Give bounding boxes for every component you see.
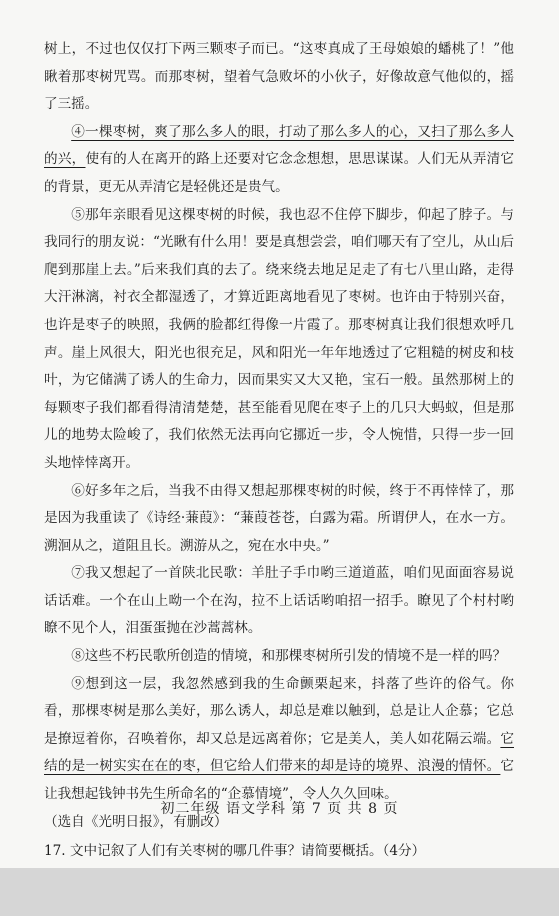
viewer-bottom-bar [0, 868, 559, 916]
paragraph-7: ⑦我又想起了一首陕北民歌：羊肚子手巾哟三道道蓝，咱们见面面容易说话话难。一个在山上呦一个在沟，拉不上话话哟咱招一招手。瞭见了个村村哟瞭不见个人，泪蛋蛋抛在沙蒿蒿林。 [44, 565, 514, 637]
paragraph-8: ⑧这些不朽民歌所创造的情境，和那棵枣树所引发的情境不是一样的吗？ [71, 648, 507, 665]
paragraph-9-start: ⑨想到这一层，我忽然感到我的生命颤栗起来，抖落了些许的俗气。你看，那棵枣树是那么美好，那么诱人，却总是难以触到，总是让人企慕；它总是撩逗着你，召唤着你，却又总是远离着你；它是美人，美人如花隔云端。 [44, 675, 514, 747]
question-17: 17. 文中记叙了人们有关枣树的哪几件事？请简要概括。（4分） [44, 843, 426, 860]
source-note: （选自《光明日报》，有删改） [44, 813, 228, 830]
article-body [44, 36, 514, 866]
paragraph-9 [44, 671, 514, 809]
underlined-sentence-4: ④一棵枣树，爽了那么多人的眼，打动了那么多人的心，又扫了那么多人的兴， [44, 123, 514, 168]
paragraph-4-rest: 使有的人在离开的路上还要对它念念想想，思思谋谋。人们无从弄清它的背景，更无从弄清它是轻佻还是贵气。 [44, 151, 515, 195]
paragraph-4 [44, 119, 514, 202]
underlined-sentence-9: 它结的是一树实实在在的枣，但它给人们带来的却是诗的境界、浪漫的情怀。 [44, 730, 514, 775]
paragraph-5: ⑤那年亲眼看见这棵枣树的时候，我也忍不住停下脚步，仰起了脖子。与我同行的朋友说：“光瞅有什么用！要是真想尝尝，咱们哪天有了空儿，从山后爬到那崖上去。”后来我们真的去了。绕来绕去地足足走了有七八里山路，走得大汗淋漓，衬衣全都湿透了，才算近距离地看见了枣树。也许由于特别兴奋，也许是枣子的映照，我俩的脸都红得像一片霞了。那枣树真让我们很想欢呼几声。崖上风很大，阳光也很充足，风和阳光一年年地透过了它粗糙的树皮和枝叶，为它储满了诱人的生命力，因而果实又大又艳，宝石一般。虽然那树上的每颗枣子我们都看得清清楚楚，甚至能看见爬在枣子上的几只大蚂蚁，但是那儿的地势太险峻了，我们依然无法再向它挪近一步，令人惋惜，只得一步一回头地悻悻离开。 [44, 206, 514, 471]
paragraph-9-end: 它让我想起钱钟书先生所命名的“企慕情境”，令人久久回味。 [44, 758, 514, 803]
paragraph-6: ⑥好多年之后，当我不由得又想起那棵枣树的时候，终于不再悻悻了，那是因为我重读了《诗经·蒹葭》：“蒹葭苍苍，白露为霜。所谓伊人，在水一方。溯洄从之，道阻且长。溯游从之，宛在水中央。” [44, 482, 514, 554]
page-footer: 初二年级 语文学科 第 7 页 共 8 页 [160, 801, 399, 817]
paragraph-3-end: 树上，不过也仅仅打下两三颗枣子而已。“这枣真成了王母娘娘的蟠桃了！”他瞅着那枣树咒骂。而那枣树，望着气急败坏的小伙子，好像故意气他似的，摇了三摇。 [44, 41, 514, 113]
